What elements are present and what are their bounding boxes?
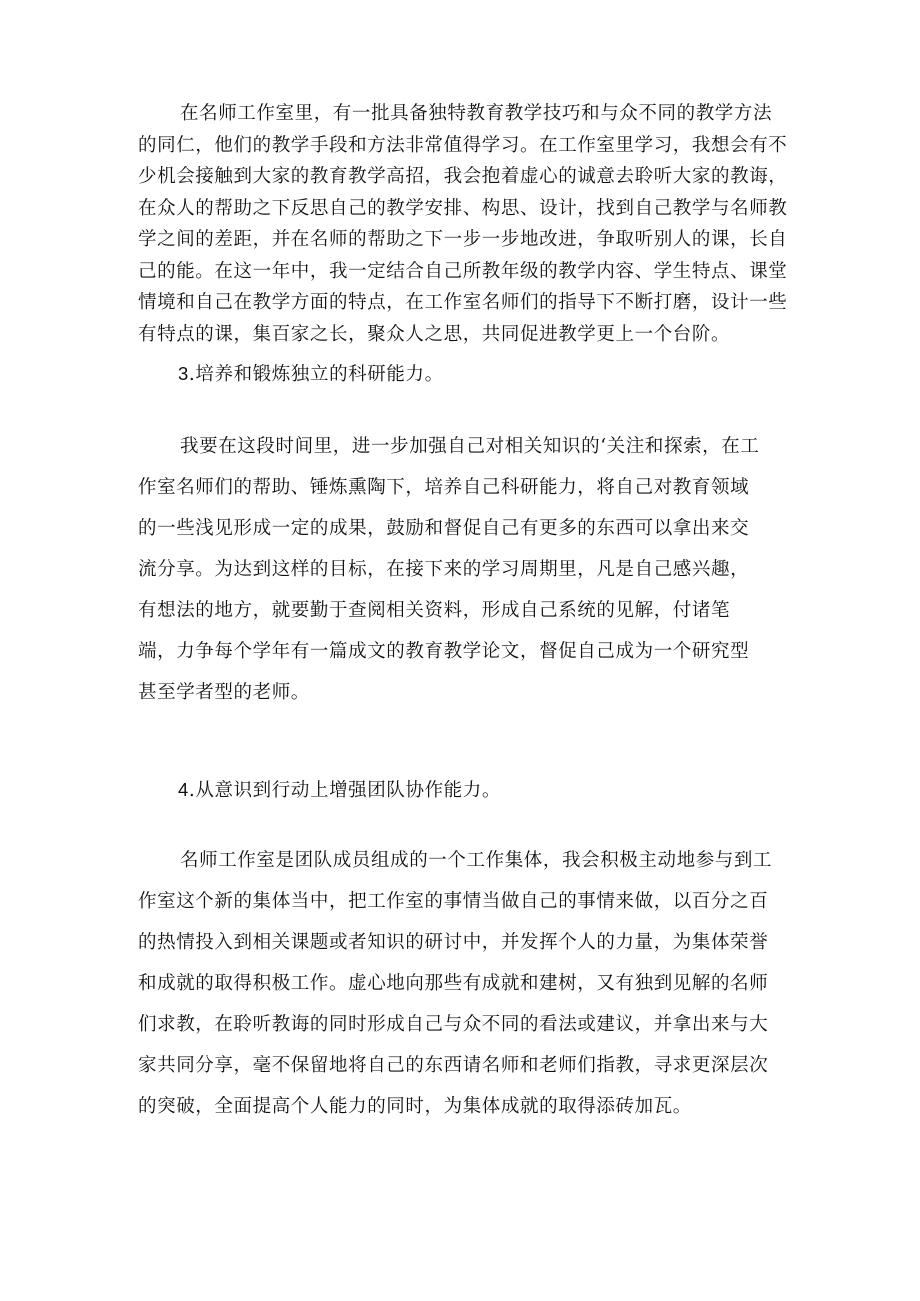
paragraph-line: 的一些浅见形成一定的成果，鼓励和督促自己有更多的东西可以拿出来交 — [138, 518, 750, 539]
paragraph-line: 甚至学者型的老师。 — [138, 682, 310, 703]
paragraph-line: 们求教，在聆听教诲的同时形成自己与众不同的看法或建议，并拿出来与大 — [138, 1014, 769, 1035]
paragraph-research — [138, 426, 788, 713]
heading-number: 4 — [178, 779, 189, 800]
heading-number: 3 — [178, 363, 189, 384]
paragraph-teamwork — [138, 840, 788, 1127]
paragraph-line: 家共同分享，毫不保留地将自己的东西请名师和老师们指教，寻求更深层次 — [138, 1055, 769, 1076]
heading-text: .从意识到行动上增强团队协作能力。 — [188, 780, 501, 801]
paragraph-line: 端，力争每个学年有一篇成文的教育教学论文，督促自己成为一个研究型 — [138, 641, 750, 662]
paragraph-line: 我要在这段时间里，进一步加强自己对相关知识的‘关注和探索，在工 — [180, 436, 760, 457]
heading-text: .培养和锻炼独立的科研能力。 — [188, 364, 444, 385]
paragraph-line: 和成就的取得积极工作。虚心地向那些有成就和建树，又有独到见解的名师 — [138, 973, 769, 994]
paragraph-learning-from-mentors: 在名师工作室里，有一批具备独特教育教学技巧和与众不同的教学方法的同仁，他们的教学手段和方法非常值得学习。在工作室里学习，我想会有不少机会接触到大家的教育教学高招，我会抱着虚心的诚意去聆听大家的教诲，在众人的帮助之下反思自己的教学安排、构思、设计，找到自己教学与名师教学之间的差距，并在名师的帮助之下一步一步地改进，争取听别人的课，长自己的能。在这一年中，我一定结合自己所教年级的教学内容、学生特点、课堂情境和自己在教学方面的特点，在工作室名师们的指导下不断打磨，设计一些有特点的课，集百家之长，聚众人之思，共同促进教学更上一个台阶。 — [138, 103, 788, 345]
paragraph-line: 作室名师们的帮助、锤炼熏陶下，培养自己科研能力，将自己对教育领域 — [138, 477, 750, 498]
paragraph-line: 流分享。为达到这样的目标，在接下来的学习周期里，凡是自己感兴趣， — [138, 559, 750, 580]
paragraph-line: 的突破，全面提高个人能力的同时，为集体成就的取得添砖加瓦。 — [138, 1096, 692, 1117]
paragraph-line: 名师工作室是团队成员组成的一个工作集体，我会积极主动地参与到工 — [180, 850, 773, 871]
heading-3-research-ability — [178, 360, 444, 386]
heading-4-teamwork — [178, 776, 501, 802]
paragraph-line: 的热情投入到相关课题或者知识的研讨中，并发挥个人的力量，为集体荣誉 — [138, 932, 769, 953]
paragraph-line: 作室这个新的集体当中，把工作室的事情当做自己的事情来做，以百分之百 — [138, 891, 769, 912]
paragraph-line: 有想法的地方，就要勤于查阅相关资料，形成自己系统的见解，付诸笔 — [138, 600, 731, 621]
